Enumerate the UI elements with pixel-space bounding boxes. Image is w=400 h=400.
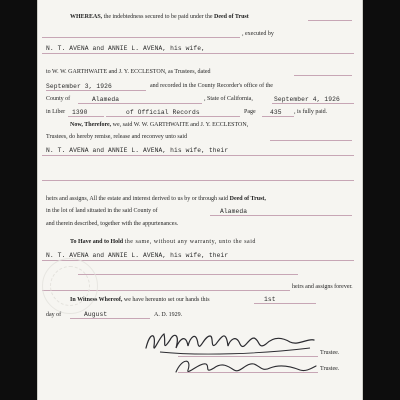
whereas-lead: WHEREAS,: [70, 14, 103, 20]
blank-line: [270, 140, 352, 141]
now-therefore-text: we, said W. W. GARTHWAITE and J. Y. ECCLESTON,: [112, 122, 249, 128]
blank-line: [262, 116, 294, 117]
day-of-label: day of: [46, 312, 62, 318]
blank-line: [42, 37, 240, 38]
page-number: 435: [270, 109, 282, 116]
fully-paid-text: , is fully paid.: [294, 109, 328, 115]
trustee-label-2: Trustee.: [320, 366, 340, 372]
witness-line: [70, 297, 210, 304]
blank-line: [210, 215, 352, 216]
blank-line: [42, 180, 354, 181]
witness-lead: In Witness Whereof,: [70, 297, 123, 303]
blank-line: [254, 303, 316, 304]
whereas-text: the indebtedness secured to be paid under the: [103, 14, 213, 20]
deed-date: September 3, 1926: [46, 83, 112, 90]
signature-line-2: [178, 372, 318, 373]
blank-line: [272, 103, 354, 104]
blank-line: [70, 318, 150, 319]
county-of-label: County of: [46, 96, 71, 102]
deed-of-trust-label-2: Deed of Trust,: [229, 196, 266, 202]
recorded-text: and recorded in the County Recorder's office of the: [150, 83, 273, 89]
blank-line: [68, 116, 104, 117]
deed-of-reconveyance-page: [38, 0, 362, 400]
in-liber-label: in Liber: [46, 109, 66, 115]
witness-day: 1st: [264, 296, 276, 303]
blank-line: [42, 155, 354, 156]
appurtenances-text: and therein described, together with the appurtenances.: [46, 221, 179, 227]
blank-line: [42, 53, 354, 54]
habendum-lead: To Have and to Hold: [70, 239, 124, 245]
page-label: Page: [244, 109, 256, 115]
habendum-text: the same, without any warranty, unto the said: [124, 239, 256, 245]
eccleston-signature: [170, 356, 320, 378]
habendum-grantees: N. T. AVENA and ANNIE L. AVENA, his wife, their: [46, 252, 229, 259]
reconvey-text: Trustees, do hereby remise, release and reconvey unto said: [46, 134, 188, 140]
now-therefore-lead: Now, Therefore,: [70, 122, 112, 128]
heirs-text: heirs and assigns, All the estate and interest derived to us by or through said: [46, 196, 229, 202]
heirs-forever: heirs and assigns forever.: [292, 284, 353, 290]
blank-line: [106, 116, 240, 117]
blank-line: [42, 260, 354, 261]
county-name: Alameda: [92, 96, 120, 103]
lot-text: in the lot of land situated in the said County of: [46, 208, 158, 214]
garthwaite-signature: [140, 326, 320, 360]
witness-month: August: [84, 311, 108, 318]
heirs-line: [46, 196, 266, 203]
habendum-line: [70, 239, 256, 246]
trustees-dated-line: to W. W. GARTHWAITE and J. Y. ECCLESTON, as Trustees, dated: [46, 69, 211, 75]
blank-line: [78, 274, 298, 275]
blank-line: [308, 20, 352, 21]
witness-text: we have hereunto set our hands this: [123, 297, 210, 303]
blank-line: [294, 75, 352, 76]
state-text: , State of California,: [204, 96, 253, 102]
official-records: of Official Records: [126, 109, 200, 116]
blank-line: [78, 103, 202, 104]
executed-by-label: , executed by: [242, 31, 274, 37]
witness-year: A. D. 1929.: [154, 312, 183, 318]
deed-of-trust-label: Deed of Trust: [213, 14, 249, 20]
recorded-date: September 4, 1926: [274, 96, 340, 103]
grantees-typed: N. T. AVENA and ANNIE L. AVENA, his wife, their: [46, 147, 229, 154]
whereas-line: [70, 14, 249, 21]
lot-county-name: Alameda: [220, 208, 248, 215]
blank-line: [46, 90, 146, 91]
grantors-typed: N. T. AVENA and ANNIE L. AVENA, his wife,: [46, 45, 206, 52]
trustee-label-1: Trustee.: [320, 350, 340, 356]
liber-number: 1390: [72, 109, 88, 116]
now-therefore-line: [70, 122, 248, 129]
